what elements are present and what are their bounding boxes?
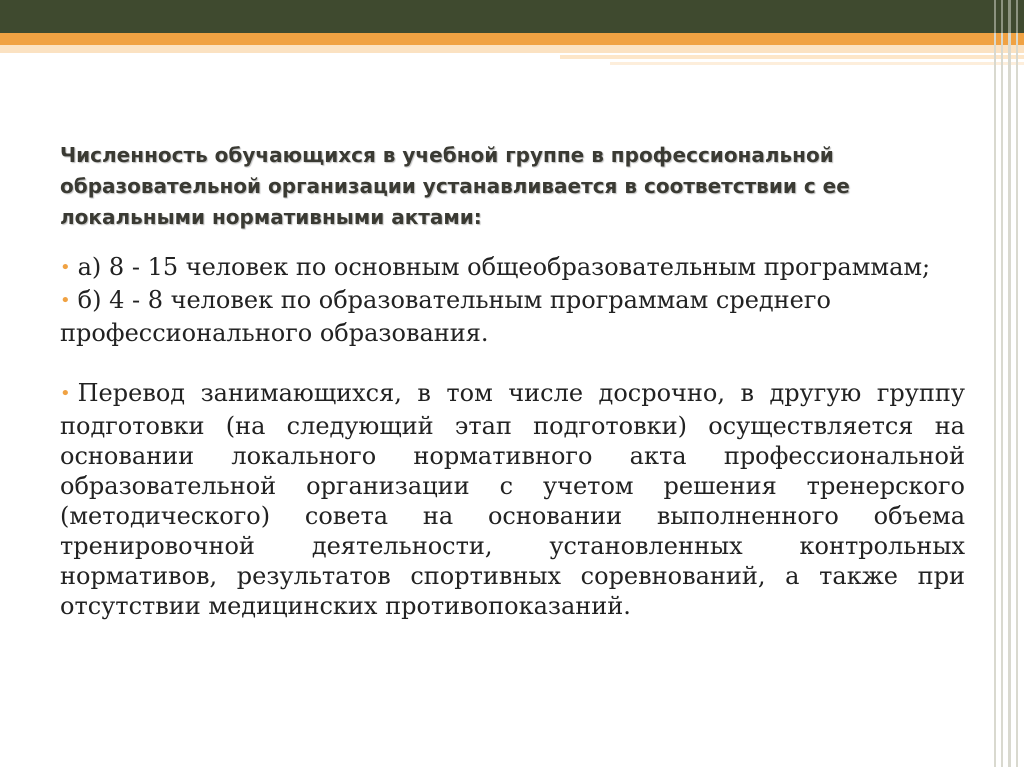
bullet-text: б) 4 - 8 человек по образовательным программам среднего профессионального образования. bbox=[60, 286, 831, 347]
bullet-item bbox=[60, 285, 965, 348]
bullet-dot-icon: • bbox=[60, 290, 71, 311]
header-light-band bbox=[0, 45, 1024, 53]
slide-title: Численность обучающихся в учебной группе в профессиональной образовательной организации устанавливается в соответствии с ее локальными нормативными актами: bbox=[60, 143, 850, 229]
bullet-item bbox=[60, 252, 965, 285]
slide-content bbox=[60, 252, 965, 621]
bullet-dot-icon: • bbox=[60, 383, 71, 404]
header-thin-band-2 bbox=[610, 62, 1024, 65]
bullet-dot-icon: • bbox=[60, 257, 71, 278]
right-edge-stripes bbox=[990, 0, 1024, 767]
bullet-item bbox=[60, 378, 965, 621]
spacer bbox=[60, 348, 965, 378]
bullet-text: а) 8 - 15 человек по основным общеобразовательным программам; bbox=[77, 253, 931, 281]
header-orange-band bbox=[0, 33, 1024, 45]
header-dark-band bbox=[0, 0, 1024, 33]
right-edge-dark-stripes bbox=[990, 0, 1024, 33]
bullet-text: Перевод занимающихся, в том числе досрочно, в другую группу подготовки (на следующий этап подготовки) осуществляется на основании локального нормативного акта профессиональной образовательной организации с учетом решения тренерского (методического) совета на основании выполненного объема тренировочной деятельности, установленных контрольных нормативов, результатов спортивных соревнований, а также при отсутствии медицинских противопоказаний. bbox=[60, 379, 965, 620]
header-thin-band-1 bbox=[560, 55, 1024, 59]
